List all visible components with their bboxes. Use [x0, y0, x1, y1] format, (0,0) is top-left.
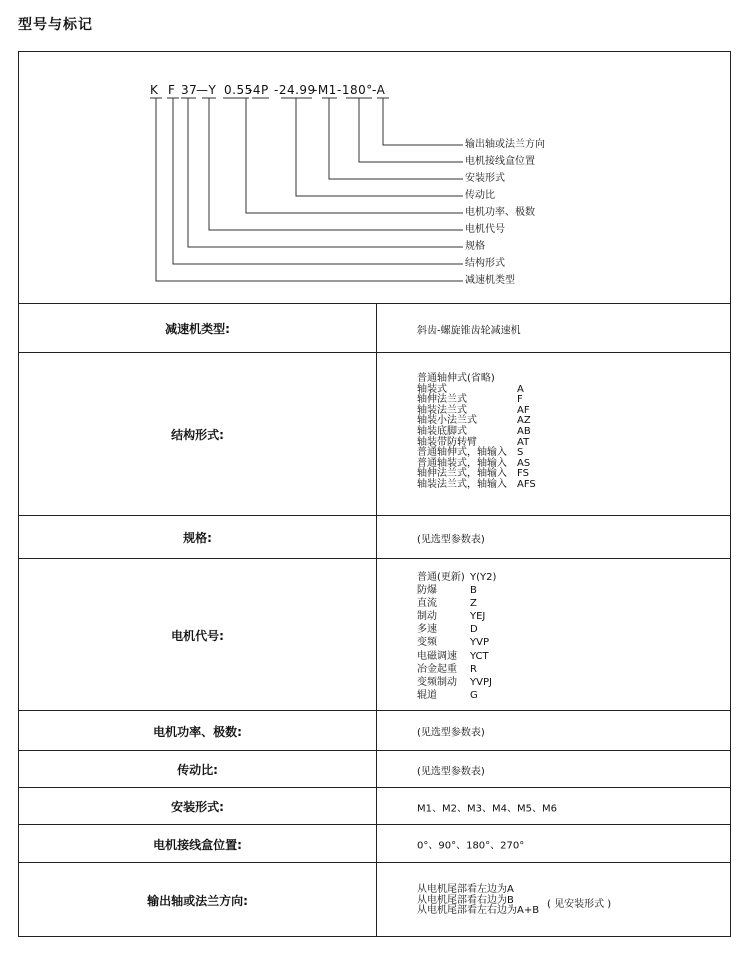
item-name: 轴装式 [417, 383, 447, 395]
callout-spec: 规格 [465, 241, 485, 252]
leader-ratio [296, 98, 463, 196]
leader-mounting [329, 98, 463, 179]
item-code: Z [470, 598, 477, 610]
callout-terminal-box: 电机接线盒位置 [465, 156, 535, 167]
item-code: D [470, 624, 478, 636]
item-code: YCT [470, 650, 489, 662]
mounting-value: M1、M2、M3、M4、M5、M6 [417, 803, 557, 814]
row-label: 结构形式: [171, 428, 224, 442]
item-name: 轴装底脚式 [417, 425, 467, 437]
item-code: AFS [517, 478, 536, 490]
row-reducer-type [19, 303, 730, 353]
item-name: 普通轴伸式(省略) [417, 373, 495, 384]
item-name: 普通(更新) [417, 572, 465, 583]
row-value [376, 711, 730, 751]
list-item [417, 689, 496, 702]
row-structure [19, 352, 730, 516]
item-name: 防爆 [417, 585, 437, 597]
output-direction-note: ( 见安装形式 ) [547, 899, 612, 910]
row-label: 减速机类型: [165, 322, 230, 336]
row-value [376, 304, 730, 353]
page-title: 型号与标记 [18, 17, 93, 33]
code-power: 0.55 [224, 83, 253, 97]
list-item [417, 480, 536, 491]
row-value [376, 825, 730, 863]
leader-structure [173, 98, 463, 264]
list-item: 从电机尾部看右边为B [417, 894, 514, 906]
row-motor-code [19, 558, 730, 711]
list-item [417, 663, 496, 676]
spec-value: (见选型参数表) [417, 534, 485, 545]
callout-power: 电机功率、极数 [465, 207, 535, 218]
item-code: R [470, 663, 477, 675]
callout-reducer-type: 减速机类型 [465, 275, 515, 286]
item-code: F [517, 394, 523, 406]
row-value [376, 516, 730, 559]
ratio-value: (见选型参数表) [417, 766, 485, 777]
row-output-direction [19, 862, 730, 937]
structure-list [417, 374, 536, 491]
list-item [417, 623, 496, 636]
row-label: 安装形式: [171, 800, 224, 814]
list-item: 从电机尾部看左边为A [417, 884, 514, 895]
item-code: YVPJ [470, 676, 492, 688]
item-name: 普通轴伸式，轴输入 [417, 447, 507, 459]
item-name: 轴装带防转臂 [417, 436, 477, 448]
item-code: AF [517, 404, 530, 416]
list-item [417, 597, 496, 610]
row-label: 输出轴或法兰方向: [147, 893, 248, 908]
item-code: AS [517, 457, 531, 469]
row-ratio [19, 750, 730, 788]
row-value [376, 751, 730, 788]
row-label: 电机代号: [171, 628, 224, 643]
row-label: 传动比: [177, 763, 218, 777]
motor-code-list [417, 571, 496, 702]
code-direction: -A [372, 83, 386, 97]
leader-output-dir [383, 98, 463, 145]
item-name: 轴装小法兰式 [417, 415, 477, 427]
leader-reducer-type [156, 98, 463, 281]
item-name: 轴装法兰式，轴输入 [417, 478, 507, 490]
item-code: B [470, 585, 477, 597]
item-name: 轴装法兰式 [417, 404, 467, 416]
item-name: 轴伸法兰式 [417, 394, 467, 406]
row-value [376, 353, 730, 516]
item-code: S [517, 447, 524, 459]
code-k: K [150, 83, 159, 97]
item-name: 电磁调速 [417, 650, 457, 662]
code-f: F [168, 83, 176, 97]
item-code: YVP [470, 637, 489, 649]
code-poles: -4P [248, 83, 269, 97]
list-item [417, 636, 496, 649]
leader-terminal-box [359, 98, 463, 162]
row-value [376, 559, 730, 711]
terminal-box-value: 0°、90°、180°、270° [417, 840, 525, 852]
row-terminal-box [19, 824, 730, 863]
row-value [376, 863, 730, 937]
item-code: AB [517, 425, 531, 437]
code-motor: —Y [196, 83, 217, 97]
item-name: 普通轴装式，轴输入 [417, 457, 507, 469]
callout-mounting: 安装形式 [465, 173, 505, 184]
item-code: Y(Y2) [470, 572, 497, 583]
item-code: YEJ [470, 611, 486, 623]
row-value [376, 788, 730, 825]
item-name: 变频 [417, 637, 437, 649]
power-value: (见选型参数表) [417, 727, 485, 739]
row-label: 电机接线盒位置: [153, 837, 242, 852]
item-name: 多速 [417, 624, 437, 636]
callout-motor-code: 电机代号 [465, 224, 505, 235]
item-name: 轴伸法兰式，轴输入 [417, 468, 507, 480]
item-name: 直流 [417, 598, 437, 610]
code-mounting: -M1 [313, 83, 337, 97]
list-item [417, 610, 496, 623]
item-code: G [470, 689, 478, 701]
leader-motor-code [209, 98, 463, 230]
row-label: 电机功率、极数: [153, 724, 242, 739]
code-ratio: -24.99 [274, 83, 316, 97]
reducer-type-value: 斜齿-螺旋锥齿轮减速机 [417, 325, 521, 336]
model-designation-table [18, 51, 731, 937]
callout-output-dir: 输出轴或法兰方向 [465, 139, 545, 150]
item-code: A [517, 383, 524, 395]
callout-structure: 结构形式 [465, 258, 505, 269]
item-name: 冶金起重 [417, 663, 457, 675]
output-direction-list [417, 885, 539, 917]
row-mounting [19, 787, 730, 825]
row-power [19, 710, 730, 751]
list-item [417, 584, 496, 597]
callout-ratio: 传动比 [465, 190, 495, 201]
list-item [417, 571, 496, 584]
model-code-diagram [19, 52, 730, 324]
code-terminal: -180° [337, 83, 373, 97]
code-size: 37 [181, 83, 198, 97]
leader-spec [188, 98, 463, 247]
item-code: AT [517, 436, 530, 448]
row-spec [19, 515, 730, 559]
item-name: 辊道 [417, 689, 437, 701]
list-item: 从电机尾部看左右边为A+B [417, 905, 540, 916]
item-name: 制动 [417, 611, 437, 623]
list-item [417, 650, 496, 663]
item-code: FS [517, 468, 529, 480]
list-item [417, 676, 496, 689]
item-code: AZ [517, 415, 531, 427]
item-name: 变频制动 [417, 676, 457, 688]
list-item [417, 374, 536, 385]
row-label: 规格: [183, 531, 212, 545]
list-item [417, 427, 536, 438]
